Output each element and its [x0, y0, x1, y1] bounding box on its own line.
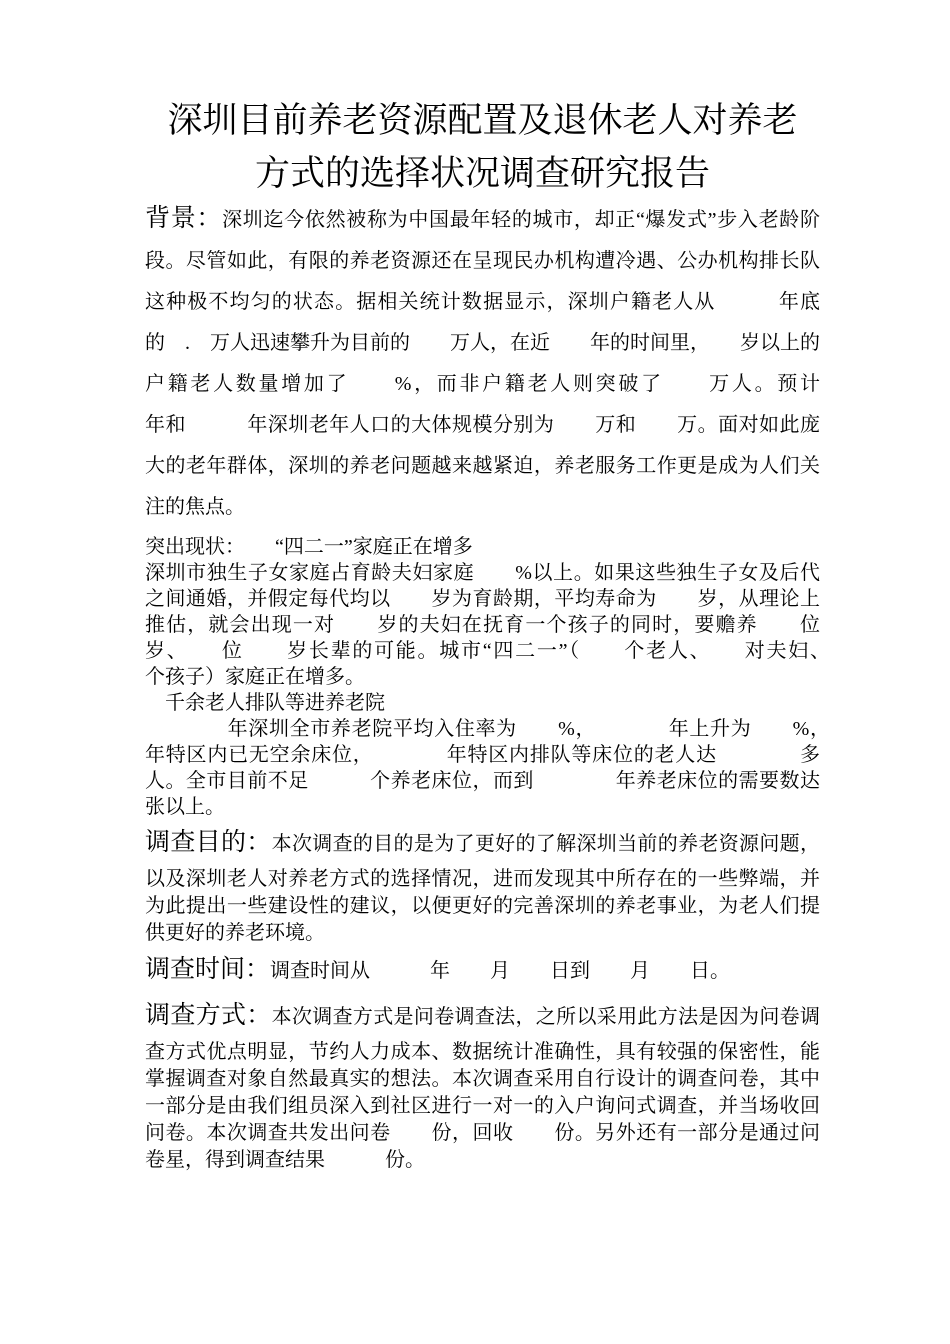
background-heading: 背景：: [145, 205, 223, 232]
status-paragraph-1: 深圳市独生子女家庭占育龄夫妇家庭 %以上。如果这些独生子女及后代之间通婚，并假定每代均以 岁为育龄期，平均寿命为 岁，从理论上推估，就会出现一对 岁的夫妇在抚育一个孩子的同时，要赡养 位 岁、 位 岁长辈的可能。城市“四二一”（ 个老人、 对夫妇、 个孩子）家庭正在增多。: [145, 562, 860, 688]
method-body: 本次调查方式是问卷调查法，之所以采用此方法是因为问卷调查方式优点明显，节约人力成本、数据统计准确性，具有较强的保密性，能掌握调查对象自然最真实的想法。本次调查采用自行设计的调查问卷，其中一部分是由我们组员深入到社区进行一对一的入户询问式调查，并当场收回问卷。本次调查共发出问卷 份，回收 份。另外还有一部分是通过问卷星，得到调查结果 份。: [145, 1006, 820, 1171]
method-heading: 调查方式：: [145, 1002, 272, 1029]
status-paragraph-2: 年深圳全市养老院平均入住率为 %， 年上升为 %， 年特区内已无空余床位， 年特区内排队等床位的老人达 多人。全市目前不足 个养老床位，而到 年养老床位的需要数达 张以上。: [145, 718, 900, 818]
title-line-1: 深圳目前养老资源配置及退休老人对养老: [167, 101, 798, 140]
time-body: 调查时间从 年 月 日到 月 日。: [270, 960, 731, 982]
background-body: 深圳迄今依然被称为中国最年轻的城市，却正“爆发式”步入老龄阶段。尽管如此，有限的养老资源还在呈现民办机构遭冷遇、公办机构排长队这种极不均匀的状态。据相关统计数据显示，深圳户籍老人从 年底的 . 万人迅速攀升为目前的 万人，在近 年的时间里， 岁以上的户籍老人数量增加了 %，而非户籍老人则突破了 万人。预计 年和 年深圳老年人口的大体规模分别为 万和 万。面对如此庞大的老年群体，深圳的养老问题越来越紧迫，养老服务工作更是成为人们关注的焦点。: [145, 209, 880, 518]
title-line-2: 方式的选择状况调查研究报告: [254, 154, 710, 193]
purpose-paragraph: [145, 820, 820, 947]
document-title: [145, 94, 820, 200]
time-paragraph: [145, 947, 820, 993]
method-paragraph: [145, 993, 820, 1174]
purpose-heading: 调查目的：: [145, 829, 272, 856]
status-section: [145, 534, 900, 820]
time-heading: 调查时间：: [145, 956, 271, 983]
background-paragraph: [145, 200, 880, 528]
status-headline: 突出现状： “四二一”家庭正在增多: [145, 536, 473, 558]
purpose-body: 本次调查的目的是为了更好的了解深圳当前的养老资源问题，以及深圳老人对养老方式的选择情况，进而发现其中所存在的一些弊端，并为此提出一些建设性的建议，以便更好的完善深圳的养老事业，为老人们提供更好的养老环境。: [145, 833, 820, 944]
status-subheadline: 千余老人排队等进养老院: [145, 692, 385, 714]
